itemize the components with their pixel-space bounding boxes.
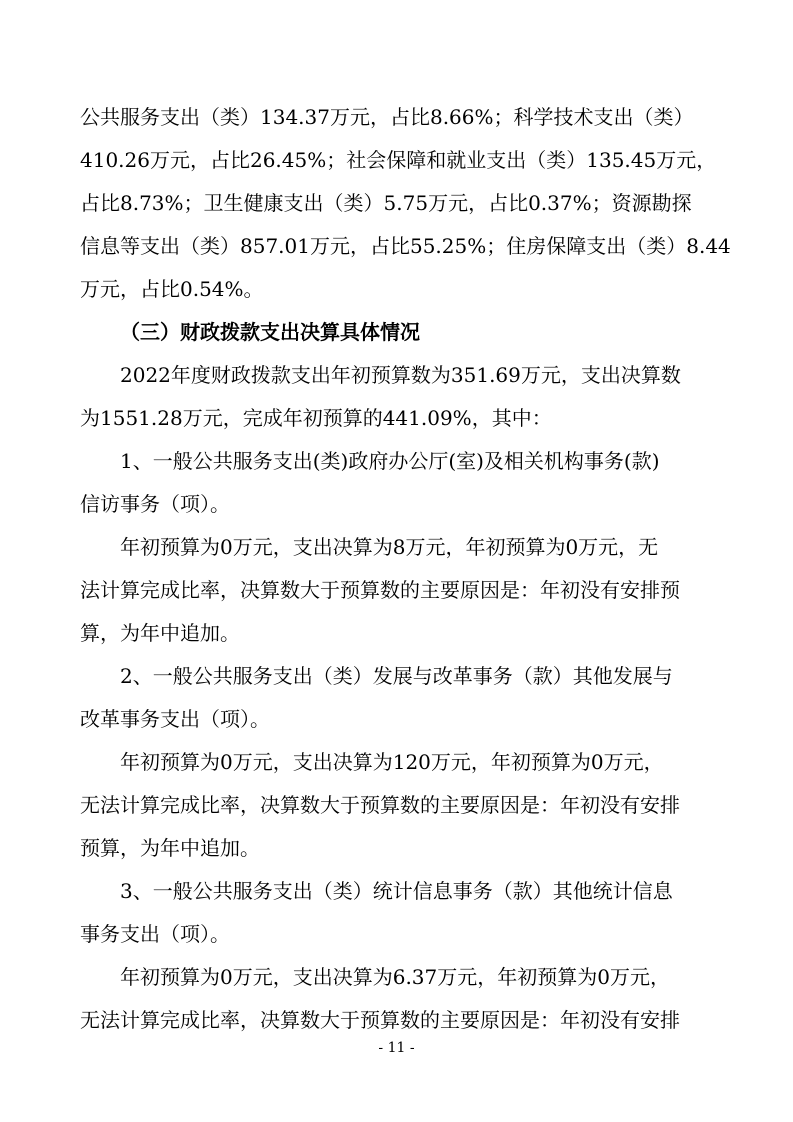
page-number: - 11 - — [378, 1040, 415, 1056]
body-text-line: 无法计算完成比率，决算数大于预算数的主要原因是：年初没有安排 — [80, 793, 680, 817]
section-heading: （三）财政拨款支出决算具体情况 — [120, 320, 420, 344]
body-text-line: 法计算完成比率，决算数大于预算数的主要原因是：年初没有安排预 — [80, 578, 680, 602]
body-text-line: 万元，占比0.54%。 — [80, 277, 264, 301]
body-text-line: 年初预算为0万元，支出决算为8万元，年初预算为0万元，无 — [120, 535, 659, 559]
body-text-line: 2022年度财政拨款支出年初预算数为351.69万元，支出决算数 — [120, 363, 681, 387]
body-text-line: 改革事务支出（项）。 — [80, 707, 270, 731]
body-text-line: 年初预算为0万元，支出决算为6.37万元，年初预算为0万元， — [120, 965, 670, 989]
body-text-line: 信访事务（项）。 — [80, 492, 230, 516]
body-text-line: 年初预算为0万元，支出决算为120万元，年初预算为0万元， — [120, 750, 664, 774]
body-text-line: 预算，为年中追加。 — [80, 836, 260, 860]
body-text-line: 410.26万元，占比26.45%；社会保障和就业支出（类）135.45万元， — [80, 148, 717, 172]
body-text-line: 公共服务支出（类）134.37万元，占比8.66%；科学技术支出（类） — [80, 105, 694, 129]
item-heading: 1、一般公共服务支出(类)政府办公厅(室)及相关机构事务(款) — [120, 449, 660, 473]
body-text-line: 信息等支出（类）857.01万元，占比55.25%；住房保障支出（类）8.44 — [80, 234, 731, 258]
body-text-line: 为1551.28万元，完成年初预算的441.09%，其中： — [80, 406, 552, 430]
body-text-line: 事务支出（项）。 — [80, 922, 230, 946]
item-heading: 2、一般公共服务支出（类）发展与改革事务（款）其他发展与 — [120, 664, 673, 688]
body-text-line: 占比8.73%；卫生健康支出（类）5.75万元，占比0.37%；资源勘探 — [80, 191, 692, 215]
body-text-line: 无法计算完成比率，决算数大于预算数的主要原因是：年初没有安排 — [80, 1008, 680, 1032]
item-heading: 3、一般公共服务支出（类）统计信息事务（款）其他统计信息 — [120, 879, 673, 903]
body-text-line: 算，为年中追加。 — [80, 621, 240, 645]
